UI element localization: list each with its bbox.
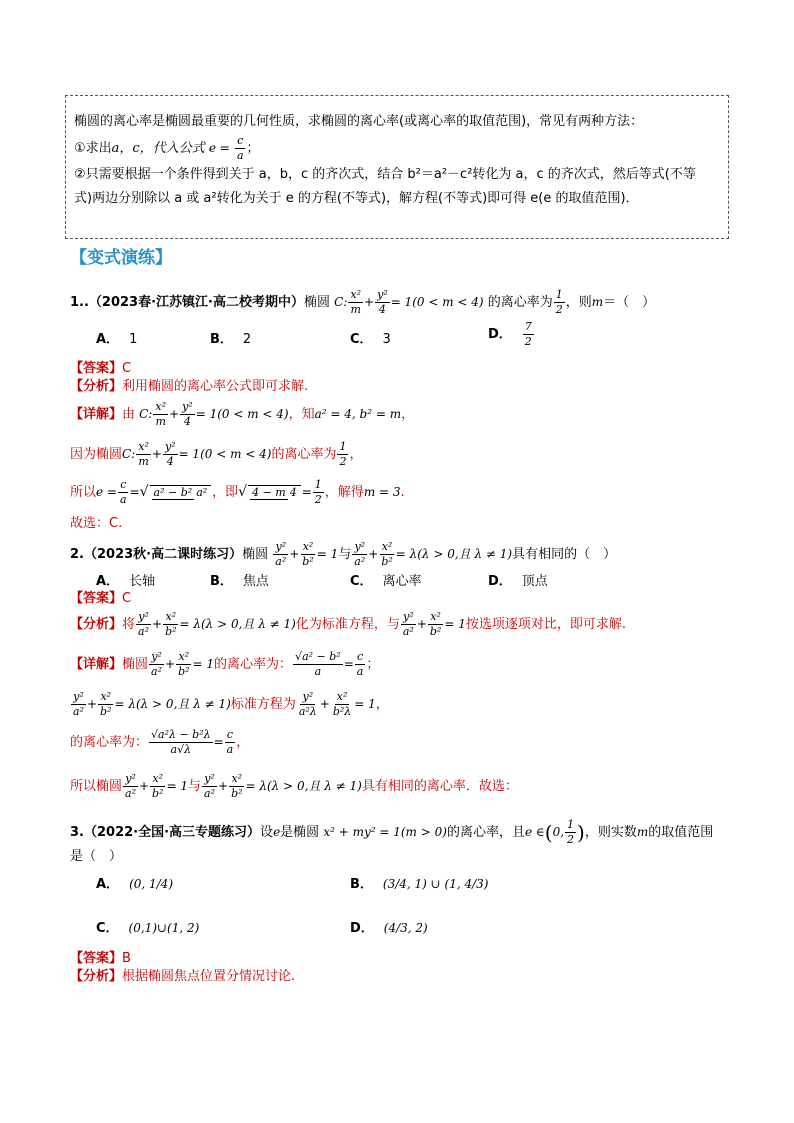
- tip-line-2-vars: a，c，代入公式: [111, 141, 205, 156]
- method-tip-box: [65, 95, 729, 239]
- tip-formula: e =: [208, 141, 230, 155]
- q2-detail-4: 所以椭圆 $\frac{\text{y²}}{\text{a²}}$ + $\frac{\text{x²}}{\text{b²}}$ = 1与 $\frac{\text{y²}}{\text{a²}}$ + $\frac{\text{x²}}{\text{b²}}$ = λ(λ > 0,且 λ ≠ 1)具有相同的离心率．故选：: [70, 772, 518, 800]
- q2-analysis: 【分析】将 $\frac{\text{y²}}{\text{a²}}$ + $\frac{\text{x²}}{\text{b²}}$ = λ(λ > 0,且 λ ≠ 1)化为标准方程，与 $\frac{\text{y²}}{\text{a²}}$ + $\frac{\text{x²}}{\text{b²}}$ = 1按选项逐项对比，即可求解.: [70, 610, 626, 638]
- tip-fraction: $\frac{c}{a}$: [236, 134, 244, 162]
- section-title: 【变式演练】: [70, 248, 172, 268]
- q1-option-c[interactable]: C． 3: [350, 332, 391, 347]
- q3-answer: 【答案】B: [70, 951, 131, 966]
- q1-analysis: 【分析】利用椭圆的离心率公式即可求解.: [70, 379, 309, 394]
- q2-option-a[interactable]: A． 长轴: [96, 574, 156, 589]
- q1-choose: 故选：C.: [70, 516, 123, 531]
- q1-answer: 【答案】C: [70, 361, 132, 376]
- q3-option-d[interactable]: D． (4/3, 2): [350, 921, 428, 936]
- q2-option-c[interactable]: C． 离心率: [350, 574, 422, 589]
- q1-option-b[interactable]: B． 2: [210, 332, 252, 347]
- q2-detail-3: 的离心率为： $\frac{\text{√a²λ − b²λ}}{a√\lambda}$ = $\frac{c}{a}$ ，: [70, 728, 250, 756]
- q1-detail-3: 所以e = $\frac{c}{a}$ =√ a² − b² a² ，即√ 4 − m 4 = $\frac{1}{2}$ ，解得m = 3.: [70, 478, 405, 506]
- tip-line-3: ②只需要根据一个条件得到关于 a，b，c 的齐次式，结合 b²＝a²－c²转化为 a，c 的齐次式，然后等式(不等: [74, 167, 696, 182]
- tip-line-1: 椭圆的离心率是椭圆最重要的几何性质，求椭圆的离心率(或离心率的取值范围)，常见有两种方法：: [74, 114, 644, 129]
- tip-line-2: ①求出a，c，代入公式 e = $\frac{c}{a}$ ；: [74, 134, 260, 162]
- q3-analysis: 【分析】根据椭圆焦点位置分情况讨论.: [70, 969, 296, 984]
- q1-option-a[interactable]: A． 1: [96, 332, 138, 347]
- question-3-stem-cont: 是（ ）: [70, 849, 123, 864]
- q1-detail-2: 因为椭圆C: $\frac{\text{x²}}{m}$ + $\frac{\text{y²}}{4}$ = 1(0 < m < 4)的离心率为 $\frac{1}{2}$ ，: [70, 440, 363, 468]
- q2-answer: 【答案】C: [70, 591, 132, 606]
- question-2-stem: 2.（2023秋·高二课时练习）椭圆 $\frac{\text{y²}}{\text{a²}}$ + $\frac{\text{x²}}{\text{b²}}$ = 1与 $\frac{\text{y²}}{\text{a²}}$ + $\frac{\text{x²}}{\text{b²}}$ = λ(λ > 0,且 λ ≠ 1)具有相同的（ ）: [70, 540, 617, 568]
- q1-option-d[interactable]: D． $\frac{7}{2}$: [488, 320, 532, 348]
- q3-option-a[interactable]: A． (0, 1/4): [96, 877, 174, 892]
- q3-option-c[interactable]: C． (0,1)∪(1, 2): [96, 921, 200, 936]
- question-1-stem: 1..（2023春·江苏镇江·高二校考期中）椭圆 C: $\frac{\text{x²}}{m}$ + $\frac{\text{y²}}{4}$ = 1(0 < m < 4) 的离心率为 $\frac{1}{2}$ ，则m＝（ ）: [70, 288, 656, 316]
- question-3-stem: 3.（2022·全国·高三专题练习）设e是椭圆 x² + my² = 1(m > 0)的离心率，且e ∈(0, $\frac{1}{2}$ )，则实数m的取值范围: [70, 818, 714, 846]
- q2-option-d[interactable]: D． 顶点: [488, 574, 548, 589]
- q2-detail-2: $\frac{\text{y²}}{\text{a²}}$ + $\frac{\text{x²}}{\text{b²}}$ = λ(λ > 0,且 λ ≠ 1)标准方程为 $\frac{\text{y²}}{\text{a²λ}}$ + $\frac{\text{x²}}{\text{b²λ}}$ = 1，: [73, 690, 389, 718]
- q2-option-b[interactable]: B． 焦点: [210, 574, 269, 589]
- q3-option-b[interactable]: B． (3/4, 1) ∪ (1, 4/3): [350, 877, 489, 892]
- tip-line-4: 式)两边分别除以 a 或 a²转化为关于 e 的方程(不等式)，解方程(不等式)即可得 e(e 的取值范围)．: [74, 191, 639, 206]
- q1-detail-1: 【详解】由 C: $\frac{\text{x²}}{m}$ + $\frac{\text{y²}}{4}$ = 1(0 < m < 4)，知a² = 4, b² = m，: [70, 400, 415, 428]
- q2-detail-1: 【详解】椭圆 $\frac{\text{y²}}{\text{a²}}$ + $\frac{\text{x²}}{\text{b²}}$ = 1的离心率为： $\frac{\text{√a² − b²}}{a}$ = $\frac{c}{a}$ ；: [70, 650, 380, 678]
